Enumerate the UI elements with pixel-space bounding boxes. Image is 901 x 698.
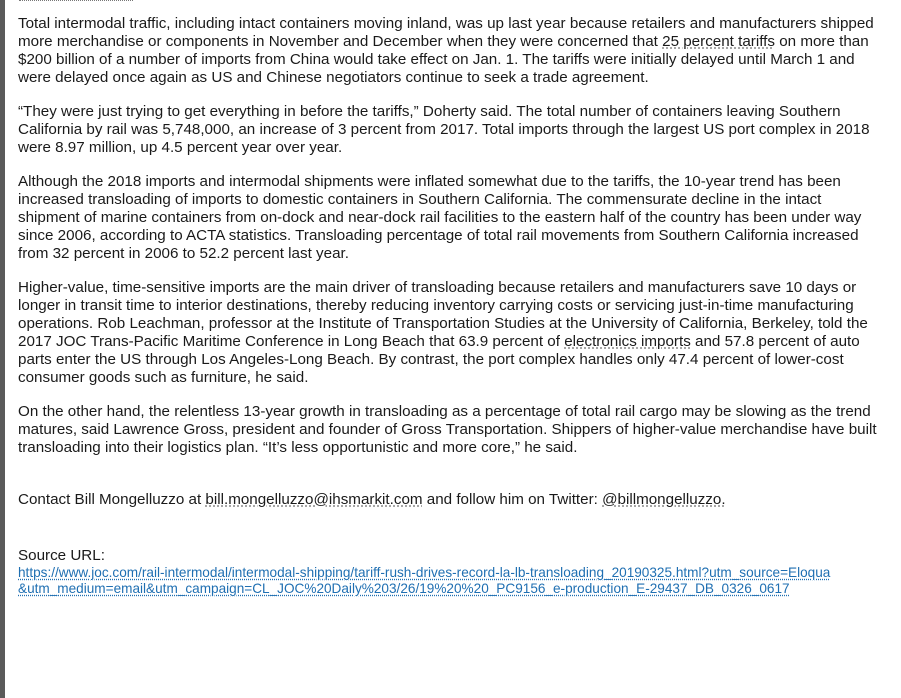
twitter-link[interactable]: @billmongelluzzo. — [602, 491, 726, 508]
paragraph-1 — [18, 15, 878, 87]
paragraph-3: Although the 2018 imports and intermodal shipments were inflated somewhat due to the tariffs, the 10-year trend has been increased transloading of imports to domestic containers in Southern California. The commensurate decline in the intact shipment of marine containers from on-dock and near-dock rail facilities to the eastern half of the country has been under way since 2006, according to ACTA statistics. Transloading percentage of total rail movements from Southern California increased from 32 percent in 2006 to 52.2 percent last year. — [18, 173, 862, 262]
source-url-link[interactable]: https://www.joc.com/rail-intermodal/intermodal-shipping/tariff-rush-drives-record-la-lb-transloading_20190325.html?utm_source=Eloqua&utm_medium=email&utm_campaign=CL_JOC%20Daily%203/26/19%20%20_PC9156_e-production_E-29437_DB_0326_0617 — [18, 565, 831, 596]
top-divider — [19, 0, 133, 2]
contact-middle: and follow him on Twitter: — [422, 491, 603, 508]
email-link[interactable]: bill.mongelluzzo@ihsmarkit.com — [205, 491, 423, 508]
contact-prefix: Contact Bill Mongelluzzo at — [18, 491, 206, 508]
paragraph-2: “They were just trying to get everything in before the tariffs,” Doherty said. The total number of containers leaving Southern California by rail was 5,748,000, an increase of 3 percent from 2017. Total imports through the largest US port complex in 2018 were 8.97 million, up 4.5 percent year over year. — [18, 103, 870, 156]
paragraph-4 — [18, 279, 878, 387]
paragraph-4-text-a: Higher-value, time-sensitive imports are the main driver of transloading because retailers and manufacturers save 10 days or longer in transit time to interior destinations, thereby reducing inventory carrying costs or servicing just-in-time manufacturing operations. Rob Leachman, professor at the Institute of Transportation Studies at the University of California, Berkeley, told the 2017 JOC Trans-Pacific Maritime Conference in Long Beach that 63.9 percent of — [18, 279, 868, 350]
article-body — [18, 15, 878, 596]
paragraph-1-text-a: Total intermodal traffic, including intact containers moving inland, was up last year because retailers and manufacturers shipped more merchandise or components in November and December when they were concerned that — [18, 15, 874, 50]
paragraph-5: On the other hand, the relentless 13-year growth in transloading as a percentage of total rail cargo may be slowing as the trend matures, said Lawrence Gross, president and founder of Gross Transportation. Shippers of higher-value merchandise have built transloading into their logistics plan. “It’s less opportunistic and more core,” he said. — [18, 403, 877, 456]
paragraph-1-text-b: on more than $200 billion of a number of imports from China would take effect on Jan. 1. The tariffs were initially delayed until March 1 and were delayed once again as US and Chinese negotiators continue to seek a trade agreement. — [18, 33, 869, 86]
contact-line — [18, 491, 878, 509]
paragraph-4-text-b: and 57.8 percent of auto parts enter the US through Los Angeles-Long Beach. By contrast, the port complex handles only 47.4 percent of lower-cost consumer goods such as furniture, he said. — [18, 333, 860, 386]
electronics-imports-link[interactable]: electronics imports — [564, 333, 691, 350]
tariffs-link[interactable]: 25 percent tariffs — [662, 33, 775, 50]
source-label: Source URL: — [18, 547, 105, 564]
